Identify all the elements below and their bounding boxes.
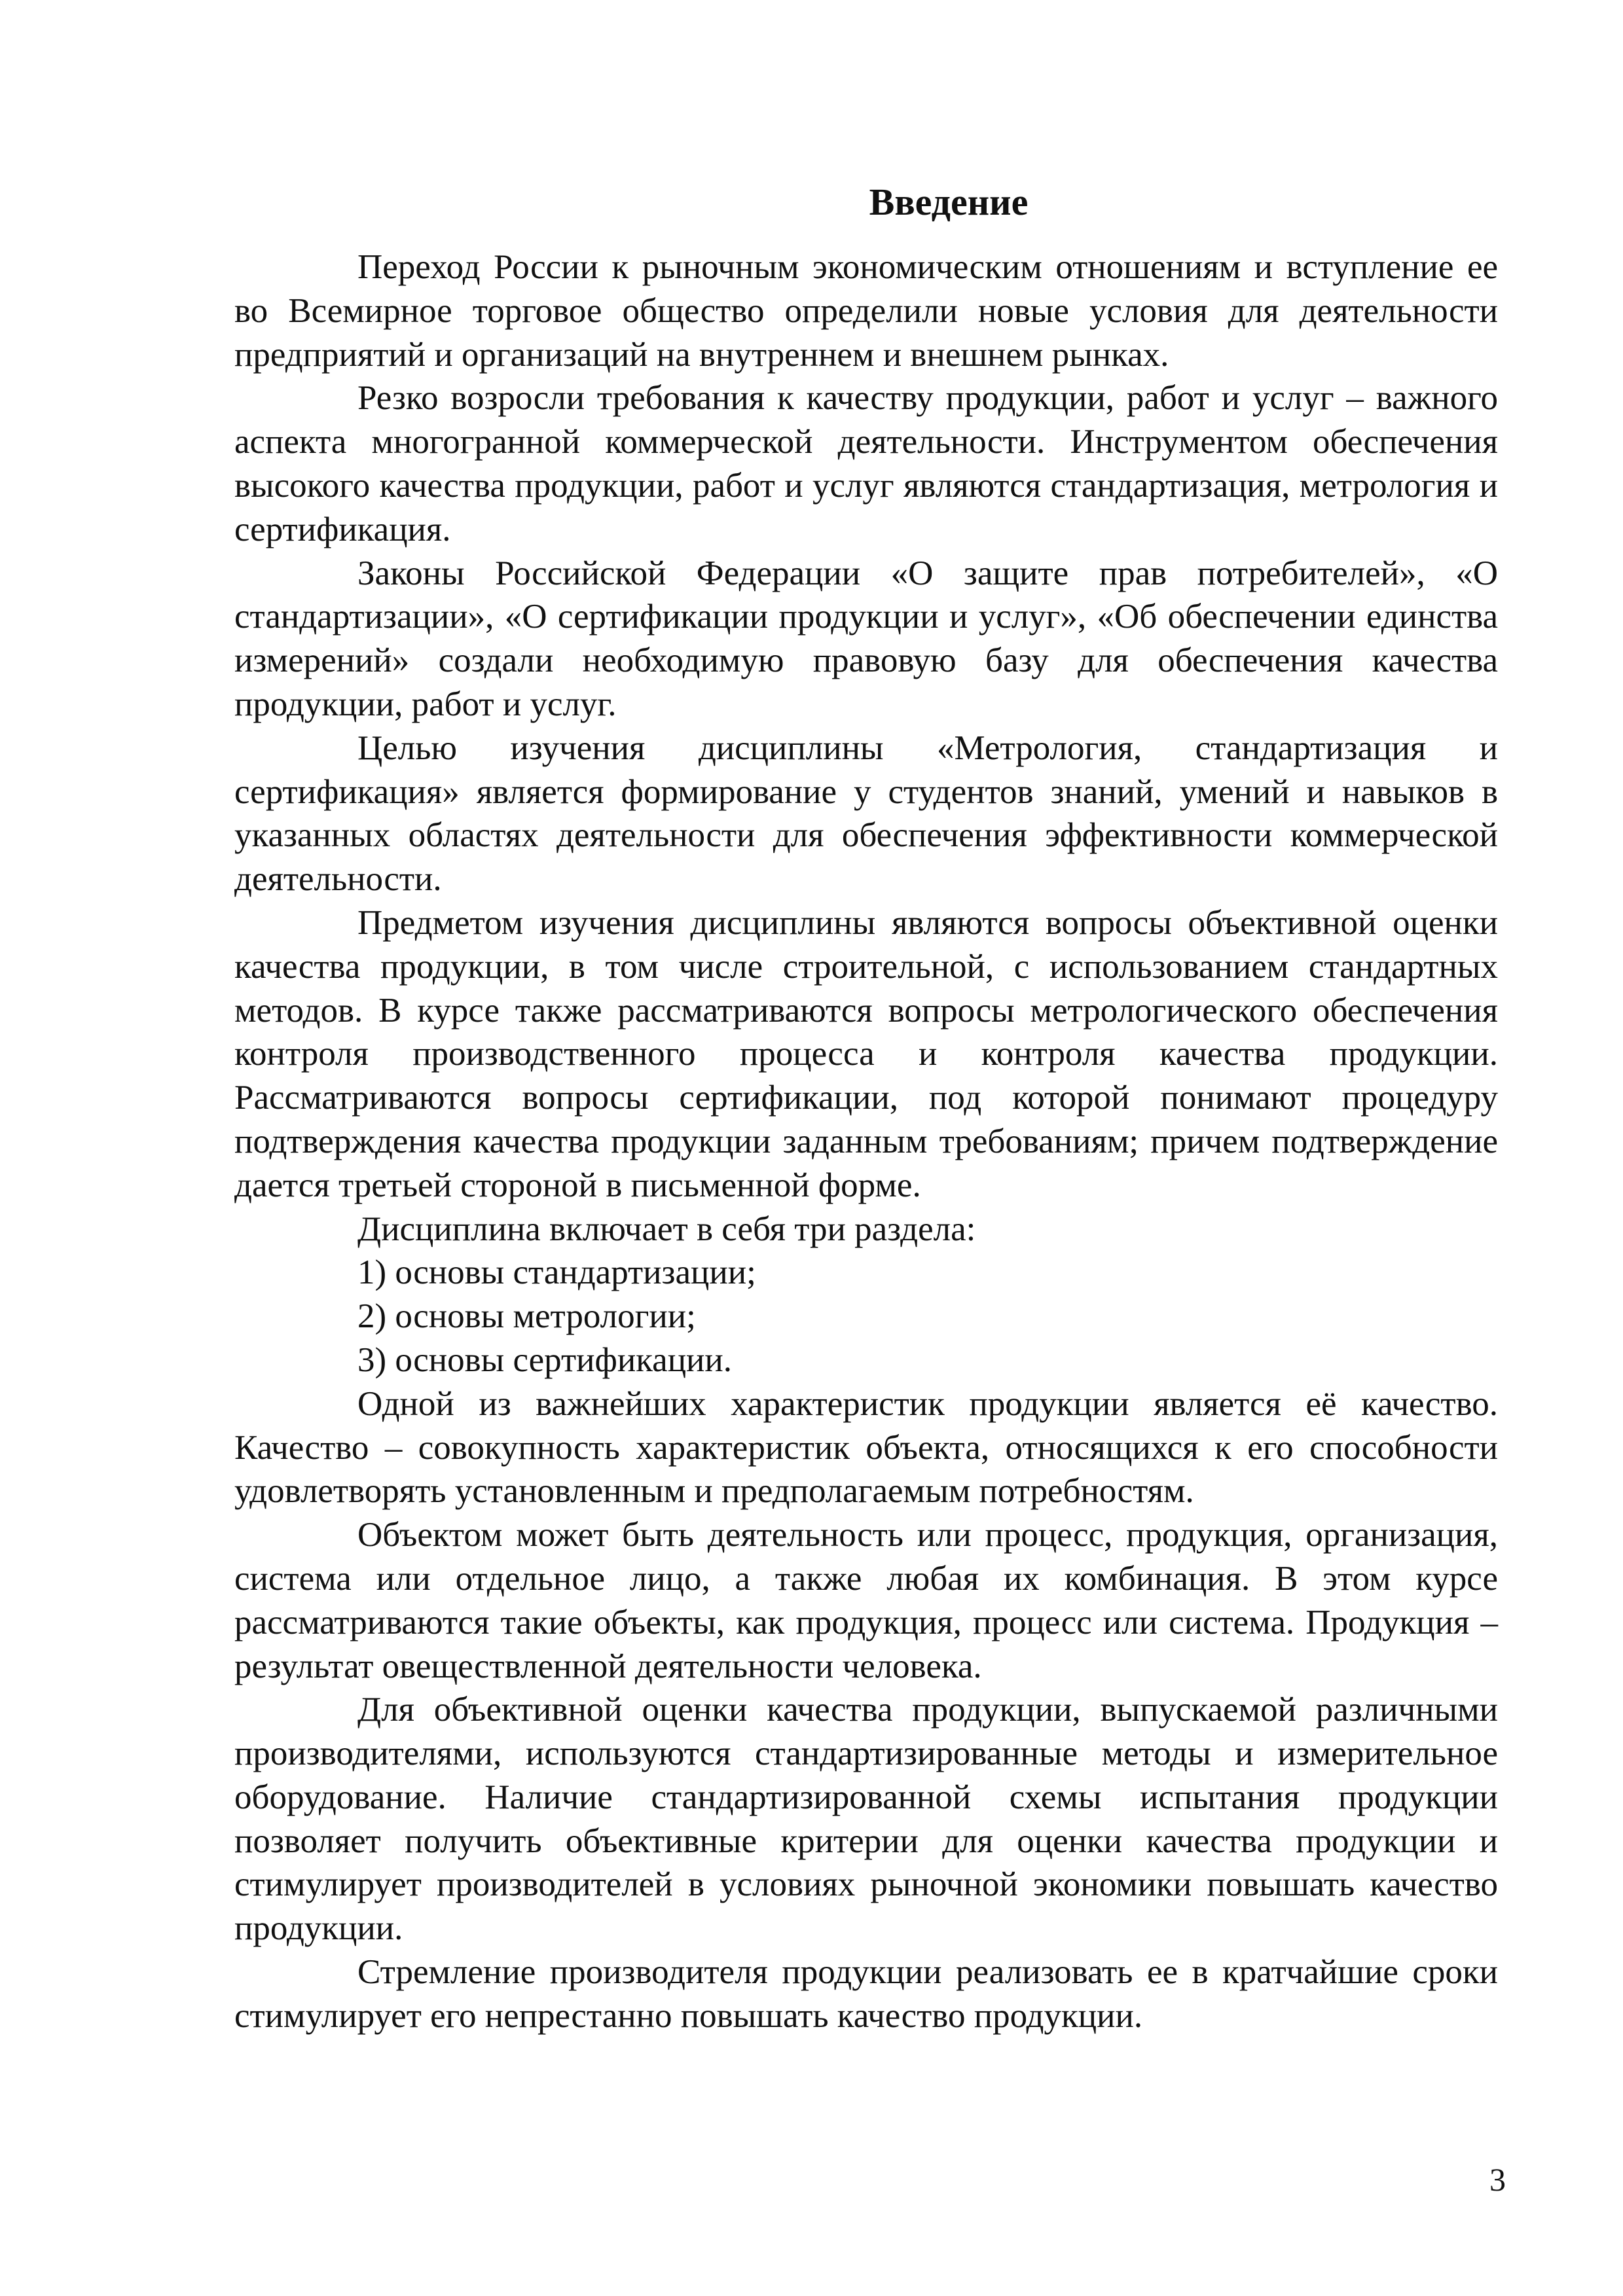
list-item: 3) основы сертификации. — [357, 1340, 733, 1379]
list-item: 1) основы стандартизации; — [357, 1253, 756, 1292]
paragraph: Законы Российской Федерации «О защите прав потребителей», «О стандартизации», «О сертификации продукции и услуг», «Об обеспечении единства измерений» создали необходимую правовую базу для обеспечения качества продукции, работ и услуг. — [234, 554, 1498, 723]
paragraph: Переход России к рыночным экономическим отношениям и вступление ее во Всемирное торговое общество определили новые условия для деятельности предприятий и организаций на внутреннем и внешнем рынках. — [234, 248, 1498, 374]
list-item: 2) основы метрологии; — [357, 1297, 696, 1336]
paragraph: Одной из важнейших характеристик продукции является её качество. Качество – совокупность характеристик объекта, относящихся к его способности удовлетворять установленным и предполагаемым потребностям. — [234, 1384, 1498, 1511]
paragraph: Предметом изучения дисциплины являются вопросы объективной оценки качества продукции, в том числе строительной, с использованием стандартных методов. В курсе также рассматриваются вопросы метрологического обеспечения контроля производственного процесса и контроля качества продукции. Рассматриваются вопросы сертификации, под которой понимают процедуру подтверждения качества продукции заданным требованиям; причем подтверждение дается третьей стороной в письменной форме. — [234, 903, 1498, 1204]
page-title: Введение — [869, 180, 1029, 223]
paragraph: Резко возросли требования к качеству продукции, работ и услуг – важного аспекта многогранной коммерческой деятельности. Инструментом обеспечения высокого качества продукции, работ и услуг являются стандартизация, метрология и сертификация. — [234, 379, 1498, 548]
paragraph: Для объективной оценки качества продукции, выпускаемой различными производителями, используются стандартизированные методы и измерительное оборудование. Наличие стандартизированной схемы испытания продукции позволяет получить объективные критерии для оценки качества продукции и стимулирует производителей в условиях рыночной экономики повышать качество продукции. — [234, 1691, 1498, 1948]
page-number: 3 — [1489, 2161, 1506, 2198]
paragraph: Целью изучения дисциплины «Метрология, стандартизация и сертификация» является формирование у студентов знаний, умений и навыков в указанных областях деятельности для обеспечения эффективности коммерческой деятельности. — [234, 728, 1498, 899]
paragraph: Стремление производителя продукции реализовать ее в кратчайшие сроки стимулирует его непрестанно повышать качество продукции. — [234, 1953, 1498, 2035]
paragraph: Объектом может быть деятельность или процесс, продукция, организация, система или отдельное лицо, а также любая их комбинация. В этом курсе рассматриваются такие объекты, как продукция, процесс или система. Продукция – результат овеществленной деятельности человека. — [234, 1516, 1498, 1685]
paragraph: Дисциплина включает в себя три раздела: — [357, 1210, 976, 1248]
document-body — [234, 245, 1498, 2038]
